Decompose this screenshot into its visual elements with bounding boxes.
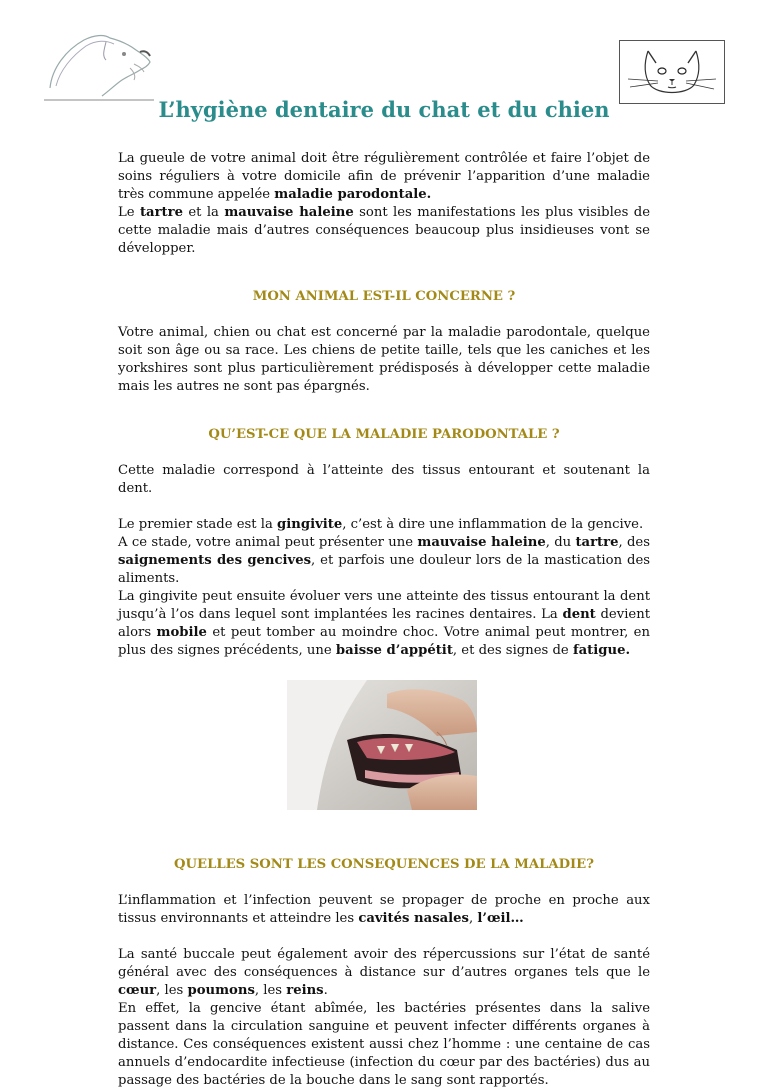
text-run: et la: [182, 205, 225, 220]
text-run: .: [323, 983, 328, 998]
bold-term: mauvaise haleine: [224, 205, 354, 220]
bold-term: mobile: [156, 625, 207, 640]
cat-head-logo: [619, 40, 725, 104]
bold-term: cœur: [118, 983, 157, 998]
text-run: , et des signes de: [452, 643, 573, 658]
text-run: Cette maladie correspond à l’atteinte des tissus entourant et soutenant la dent.: [118, 463, 650, 496]
text-run: La santé buccale peut également avoir des répercussions sur l’état de santé général avec des conséquences à distance sur d’autres organes tels que le: [118, 947, 650, 980]
text-run: Le premier stade est la: [118, 517, 278, 532]
text-run: , et parfois une douleur lors de la mastication des aliments.: [118, 553, 651, 586]
bold-term: saignements des gencives: [118, 553, 312, 568]
bold-term: baisse d’appétit: [335, 643, 453, 658]
bold-term: cavités nasales: [358, 911, 469, 926]
section3-paragraph-2: [118, 946, 650, 1000]
bold-term: reins: [286, 983, 324, 998]
bold-term: poumons: [187, 983, 255, 998]
section2-paragraph-4: [118, 588, 650, 660]
text-run: Le: [118, 205, 140, 220]
intro-paragraph-1: [118, 150, 650, 204]
bold-term: tartre: [139, 205, 183, 220]
bold-term: dent: [562, 607, 596, 622]
section2-paragraph-1: [118, 462, 650, 498]
section-heading-concerne: MON ANIMAL EST-IL CONCERNE ?: [252, 289, 516, 304]
text-run: devient alors: [118, 607, 651, 640]
text-run: , des: [618, 535, 650, 550]
bold-term: tartre: [575, 535, 619, 550]
text-run: sont les manifestations les plus visibles de cette maladie mais d’autres conséquences beaucoup plus insidieuses vont se développer.: [118, 205, 650, 256]
intro-paragraph-2: [118, 204, 650, 258]
text-run: A ce stade, votre animal peut présenter une: [118, 535, 418, 550]
text-run: , c’est à dire une inflammation de la gencive.: [342, 517, 644, 532]
bold-term: l’œil…: [477, 911, 524, 926]
section2-paragraph-2: [118, 516, 650, 534]
bold-term: fatigue.: [572, 643, 631, 658]
text-run: , du: [545, 535, 576, 550]
text-run: , les: [254, 983, 287, 998]
text-run: La gueule de votre animal doit être régulièrement contrôlée et faire l’objet de soins réguliers à votre domicile afin de prévenir l’apparition d’une maladie très commune appelée: [118, 151, 650, 202]
text-run: , les: [156, 983, 188, 998]
bold-term: mauvaise haleine: [417, 535, 546, 550]
section-heading-maladie: QU’EST-CE QUE LA MALADIE PARODONTALE ?: [208, 427, 560, 442]
page-title: L’hygiène dentaire du chat et du chien: [158, 97, 610, 122]
text-run: Votre animal, chien ou chat est concerné par la maladie parodontale, quelque soit son âge ou sa race. Les chiens de petite taille, tels que les caniches et les yorkshires sont plus particulièrement prédisposés à développer cette maladie mais les autres ne sont pas épargnés.: [118, 325, 650, 394]
section3-paragraph-3: [118, 1000, 650, 1090]
section3-paragraph-1: [118, 892, 650, 928]
text-run: L’inflammation et l’infection peuvent se propager de proche en proche aux tissus environnants et atteindre les: [118, 893, 650, 926]
section-heading-consequences: QUELLES SONT LES CONSEQUENCES DE LA MALADIE?: [174, 857, 594, 872]
bold-term: maladie parodontale.: [274, 187, 432, 202]
text-run: La gingivite peut ensuite évoluer vers une atteinte des tissus entourant la dent jusqu’à l’os dans lequel sont implantées les racines dentaires. La: [118, 589, 650, 622]
bold-term: gingivite: [277, 517, 343, 532]
text-run: En effet, la gencive étant abîmée, les bactéries présentes dans la salive passent dans la circulation sanguine et peuvent infecter différents organes à distance. Ces conséquences existent aussi chez l’homme : une centaine de cas annuels d’endocardite infectieuse (infection du cœur par des bactéries) dus au passage des bactéries de la bouche dans le sang sont rapportés.: [118, 1001, 650, 1088]
section2-paragraph-3: [118, 534, 650, 588]
text-run: ,: [468, 911, 478, 926]
text-run: et peut tomber au moindre choc. Votre animal peut montrer, en plus des signes précédents, une: [118, 625, 650, 658]
dog-mouth-photo: [287, 680, 477, 810]
document-body: [118, 150, 650, 1090]
dog-head-logo: [44, 30, 154, 102]
section1-paragraph-1: [118, 324, 650, 396]
